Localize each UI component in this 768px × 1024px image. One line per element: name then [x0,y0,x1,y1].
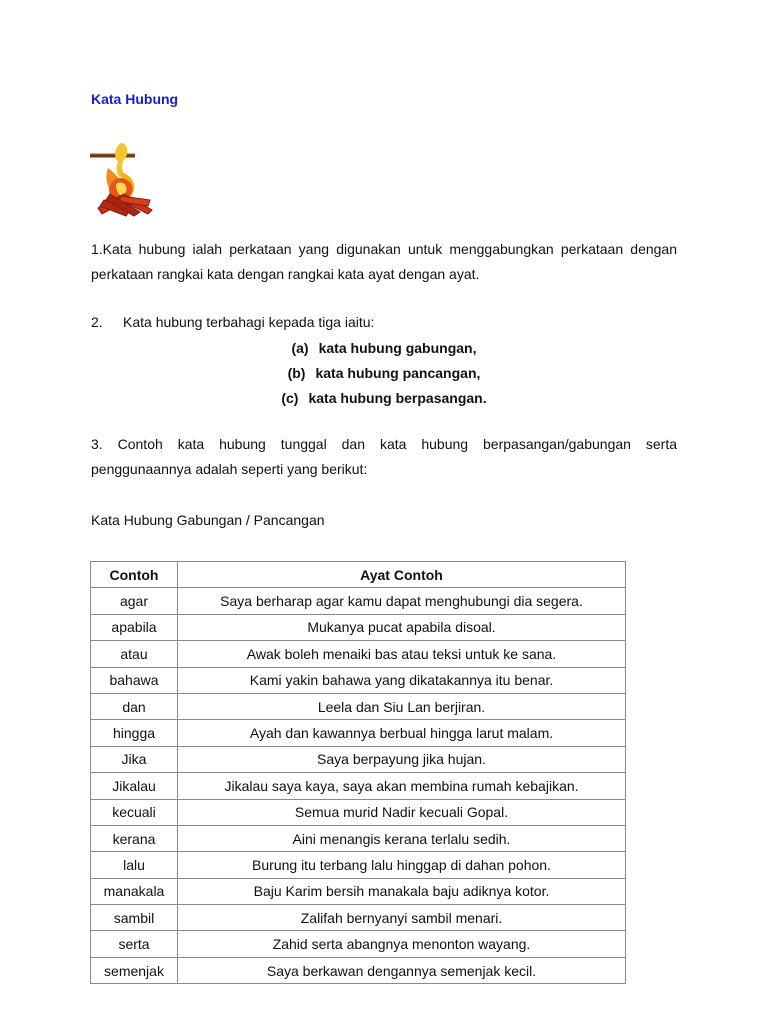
word-cell: dan [91,693,178,719]
list-item [0,336,768,361]
table-row [91,825,626,851]
campfire-roasting-icon [90,138,160,218]
sentence-cell: Aini menangis kerana terlalu sedih. [178,825,626,851]
list-item [0,386,768,411]
sentence-cell: Leela dan Siu Lan berjiran. [178,693,626,719]
word-cell: lalu [91,852,178,878]
table-row [91,667,626,693]
word-cell: manakala [91,878,178,904]
table-heading: Kata Hubung Gabungan / Pancangan [91,512,325,528]
table-row [91,905,626,931]
paragraph-definition: 1.Kata hubung ialah perkataan yang digunakan untuk menggabungkan perkataan dengan perkataan rangkai kata dengan rangkai kata ayat dengan ayat. [91,241,677,282]
word-cell: kerana [91,825,178,851]
list-item [0,361,768,386]
word-cell: kecuali [91,799,178,825]
sentence-cell: Zalifah bernyanyi sambil menari. [178,905,626,931]
table-row [91,773,626,799]
types-list [0,336,768,411]
table-row [91,852,626,878]
word-cell: sambil [91,905,178,931]
word-cell: Jika [91,746,178,772]
page-title: Kata Hubung [91,91,179,107]
list-item-label: (b) [287,365,306,381]
list-item-label: (c) [281,390,299,406]
column-header-contoh: Contoh [91,562,178,588]
word-cell: hingga [91,720,178,746]
word-cell: agar [91,588,178,614]
list-item-label: (a) [291,340,309,356]
word-cell: bahawa [91,667,178,693]
paragraph-number: 2. [91,314,103,330]
sentence-cell: Semua murid Nadir kecuali Gopal. [178,799,626,825]
sentence-cell: Saya berharap agar kamu dapat menghubungi dia segera. [178,588,626,614]
table-row [91,693,626,719]
table-row [91,641,626,667]
sentence-cell: Zahid serta abangnya menonton wayang. [178,931,626,957]
paragraph-types-intro [91,310,677,335]
table-row [91,799,626,825]
table-row [91,957,626,983]
paragraph-line: penggunaannya adalah seperti yang berikut: [91,461,368,477]
sentence-cell: Awak boleh menaiki bas atau teksi untuk ke sana. [178,641,626,667]
list-item-text: kata hubung pancangan, [315,365,481,381]
paragraph-line: 3. Contoh kata hubung tunggal dan kata hubung berpasangan/gabungan serta [91,436,677,452]
sentence-cell: Kami yakin bahawa yang dikatakannya itu benar. [178,667,626,693]
table-row [91,746,626,772]
column-header-ayat-contoh: Ayat Contoh [178,562,626,588]
list-item-text: kata hubung berpasangan. [308,390,487,406]
examples-table [90,561,626,984]
sentence-cell: Ayah dan kawannya berbual hingga larut malam. [178,720,626,746]
table-row [91,878,626,904]
word-cell: semenjak [91,957,178,983]
word-cell: Jikalau [91,773,178,799]
table-row [91,931,626,957]
sentence-cell: Saya berpayung jika hujan. [178,746,626,772]
table-header-row [91,562,626,588]
word-cell: serta [91,931,178,957]
paragraph-text: Kata hubung terbahagi kepada tiga iaitu: [123,314,375,330]
sentence-cell: Jikalau saya kaya, saya akan membina rumah kebajikan. [178,773,626,799]
word-cell: atau [91,641,178,667]
sentence-cell: Burung itu terbang lalu hinggap di dahan pohon. [178,852,626,878]
sentence-cell: Saya berkawan dengannya semenjak kecil. [178,957,626,983]
table-row [91,588,626,614]
sentence-cell: Baju Karim bersih manakala baju adiknya kotor. [178,878,626,904]
sentence-cell: Mukanya pucat apabila disoal. [178,614,626,640]
word-cell: apabila [91,614,178,640]
paragraph-examples-intro [91,432,677,482]
list-item-text: kata hubung gabungan, [318,340,477,356]
table-row [91,720,626,746]
table-row [91,614,626,640]
